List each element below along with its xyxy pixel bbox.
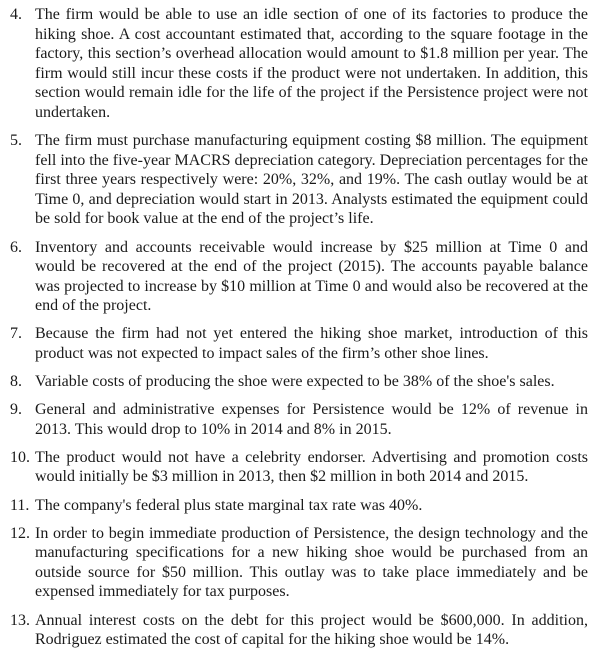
item-text: Variable costs of producing the shoe were expected to be 38% of the shoe's sales. <box>35 373 555 391</box>
item-number: 5. <box>10 132 22 150</box>
item-number: 7. <box>10 325 22 343</box>
item-number: 8. <box>10 373 22 391</box>
item-text: The company's federal plus state marginal tax rate was 40%. <box>35 496 423 514</box>
list-item <box>10 324 588 363</box>
item-number: 12. <box>10 524 30 542</box>
item-text: The product would not have a celebrity endorser. Advertising and promotion costs would initially be $3 million in 2013, then $2 million in both 2014 and 2015. <box>35 448 588 486</box>
item-text: The firm must purchase manufacturing equipment costing $8 million. The equipment fell into the five-year MACRS depreciation category. Depreciation percentages for the first three years respectively were: 20%, 32%, and 19%. The cash outlay would be at Time 0, and depreciation would start in 2013. Analysts estimated the equipment could be sold for book value at the end of the project’s life. <box>35 132 588 228</box>
list-item <box>10 448 588 487</box>
item-text: Inventory and accounts receivable would increase by $25 million at Time 0 and would be recovered at the end of the project (2015). The accounts payable balance was projected to increase by $10 million at Time 0 and would also be recovered at the end of the project. <box>35 238 588 315</box>
item-text: In order to begin immediate production of Persistence, the design technology and the manufacturing specifications for a new hiking shoe would be purchased from an outside source for $50 million. This outlay was to take place immediately and be expensed immediately for tax purposes. <box>35 524 588 601</box>
item-number: 4. <box>10 6 22 23</box>
item-number: 10. <box>10 448 30 466</box>
item-text: The firm would be able to use an idle section of one of its factories to produce the hiking shoe. A cost accountant estimated that, according to the square footage in the factory, this section’s overhead allocation would amount to $1.8 million per year. The firm would still incur these costs if the product were not undertaken. In addition, this section would remain idle for the life of the project if the Persistence project were not undertaken. <box>35 6 588 121</box>
item-number: 6. <box>10 238 22 256</box>
item-number: 13. <box>10 611 30 629</box>
item-number: 11. <box>10 496 30 514</box>
list-item <box>10 611 588 650</box>
list-item <box>10 238 588 316</box>
list-item <box>10 524 588 602</box>
list-item <box>10 131 588 229</box>
item-text: Annual interest costs on the debt for this project would be $600,000. In addition, Rodriguez estimated the cost of capital for the hiking shoe would be 14%. <box>35 611 588 649</box>
list-item <box>10 400 588 439</box>
list-item <box>10 372 588 392</box>
item-number: 9. <box>10 401 22 419</box>
list-item <box>10 496 588 516</box>
item-text: General and administrative expenses for Persistence would be 12% of revenue in 2013. This would drop to 10% in 2014 and 8% in 2015. <box>35 401 588 438</box>
item-text: Because the firm had not yet entered the hiking shoe market, introduction of this product was not expected to impact sales of the firm’s other shoe lines. <box>35 325 588 362</box>
list-item <box>10 5 588 123</box>
